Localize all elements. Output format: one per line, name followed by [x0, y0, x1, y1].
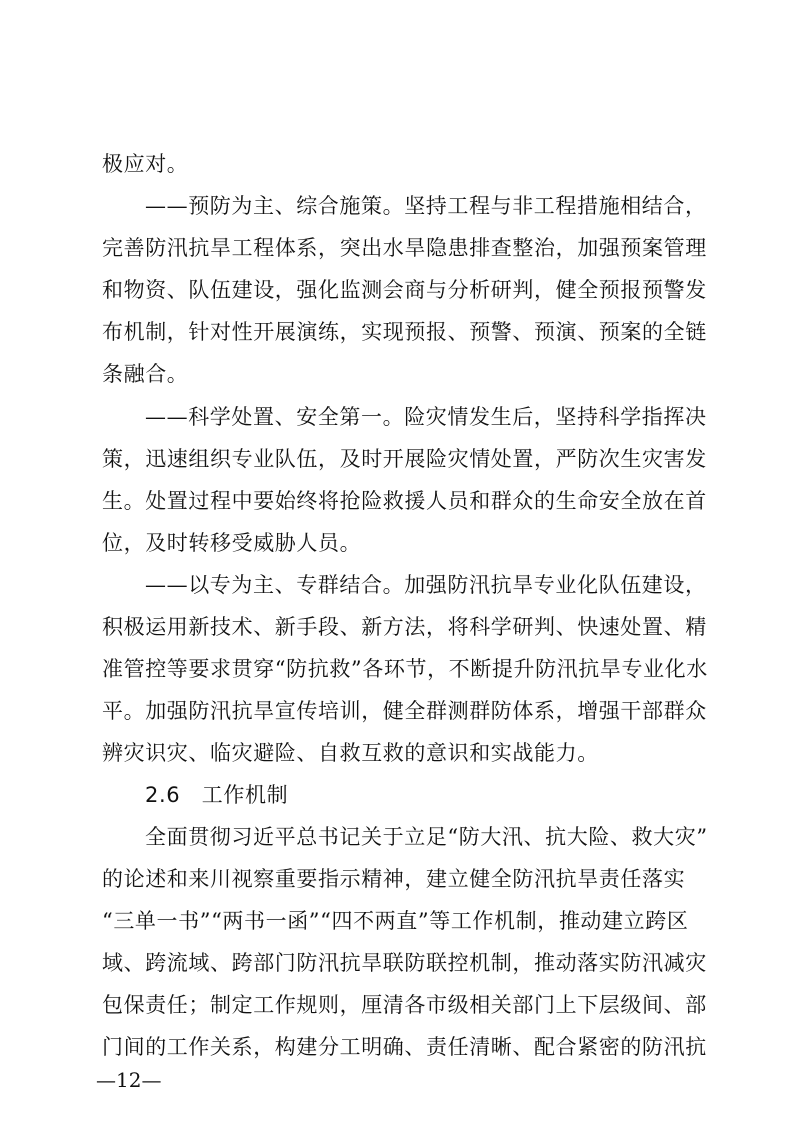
paragraph-line: 条融合。	[102, 362, 189, 386]
paragraph-line: ——预防为主、综合施策。坚持工程与非工程措施相结合，	[145, 194, 707, 218]
paragraph-line: ——科学处置、安全第一。险灾情发生后，坚持科学指挥决	[145, 405, 707, 429]
paragraph-line: 准管控等要求贯穿“防抗救”各环节，不断提升防汛抗旱专业化水	[102, 657, 708, 681]
paragraph-line: 包保责任；制定工作规则，厘清各市级相关部门上下层级间、部	[102, 993, 707, 1017]
paragraph-line: 生。处置过程中要始终将抢险救援人员和群众的生命安全放在首	[102, 489, 707, 513]
paragraph-line: 的论述和来川视察重要指示精神，建立健全防汛抗旱责任落实	[102, 867, 686, 891]
page-number: —12—	[96, 1068, 162, 1092]
paragraph-line: 积极运用新技术、新手段、新方法，将科学研判、快速处置、精	[102, 615, 707, 639]
paragraph-line: “三单一书”“两书一函”“四不两直”等工作机制，推动建立跨区	[102, 909, 689, 933]
paragraph-line: 和物资、队伍建设，强化监测会商与分析研判，健全预报预警发	[102, 278, 707, 302]
paragraph-line: 完善防汛抗旱工程体系，突出水旱隐患排查整治，加强预案管理	[102, 236, 707, 260]
paragraph-line: 全面贯彻习近平总书记关于立足“防大汛、抗大险、救大灾”	[145, 825, 708, 849]
paragraph-line: ——以专为主、专群结合。加强防汛抗旱专业化队伍建设，	[145, 573, 707, 597]
paragraph-line: 策，迅速组织专业队伍，及时开展险灾情处置，严防次生灾害发	[102, 447, 707, 471]
paragraph-line: 布机制，针对性开展演练，实现预报、预警、预演、预案的全链	[102, 320, 707, 344]
paragraph-line: 门间的工作关系，构建分工明确、责任清晰、配合紧密的防汛抗	[102, 1035, 707, 1059]
paragraph-line: 域、跨流域、跨部门防汛抗旱联防联控机制，推动落实防汛减灾	[102, 951, 707, 975]
paragraph-line: 极应对。	[102, 152, 189, 176]
paragraph-line: 平。加强防汛抗旱宣传培训，健全群测群防体系，增强干部群众	[102, 699, 707, 723]
paragraph-line: 位，及时转移受威胁人员。	[102, 531, 362, 555]
section-heading: 2.6 工作机制	[145, 783, 289, 807]
paragraph-line: 辨灾识灾、临灾避险、自救互救的意识和实战能力。	[102, 741, 599, 765]
